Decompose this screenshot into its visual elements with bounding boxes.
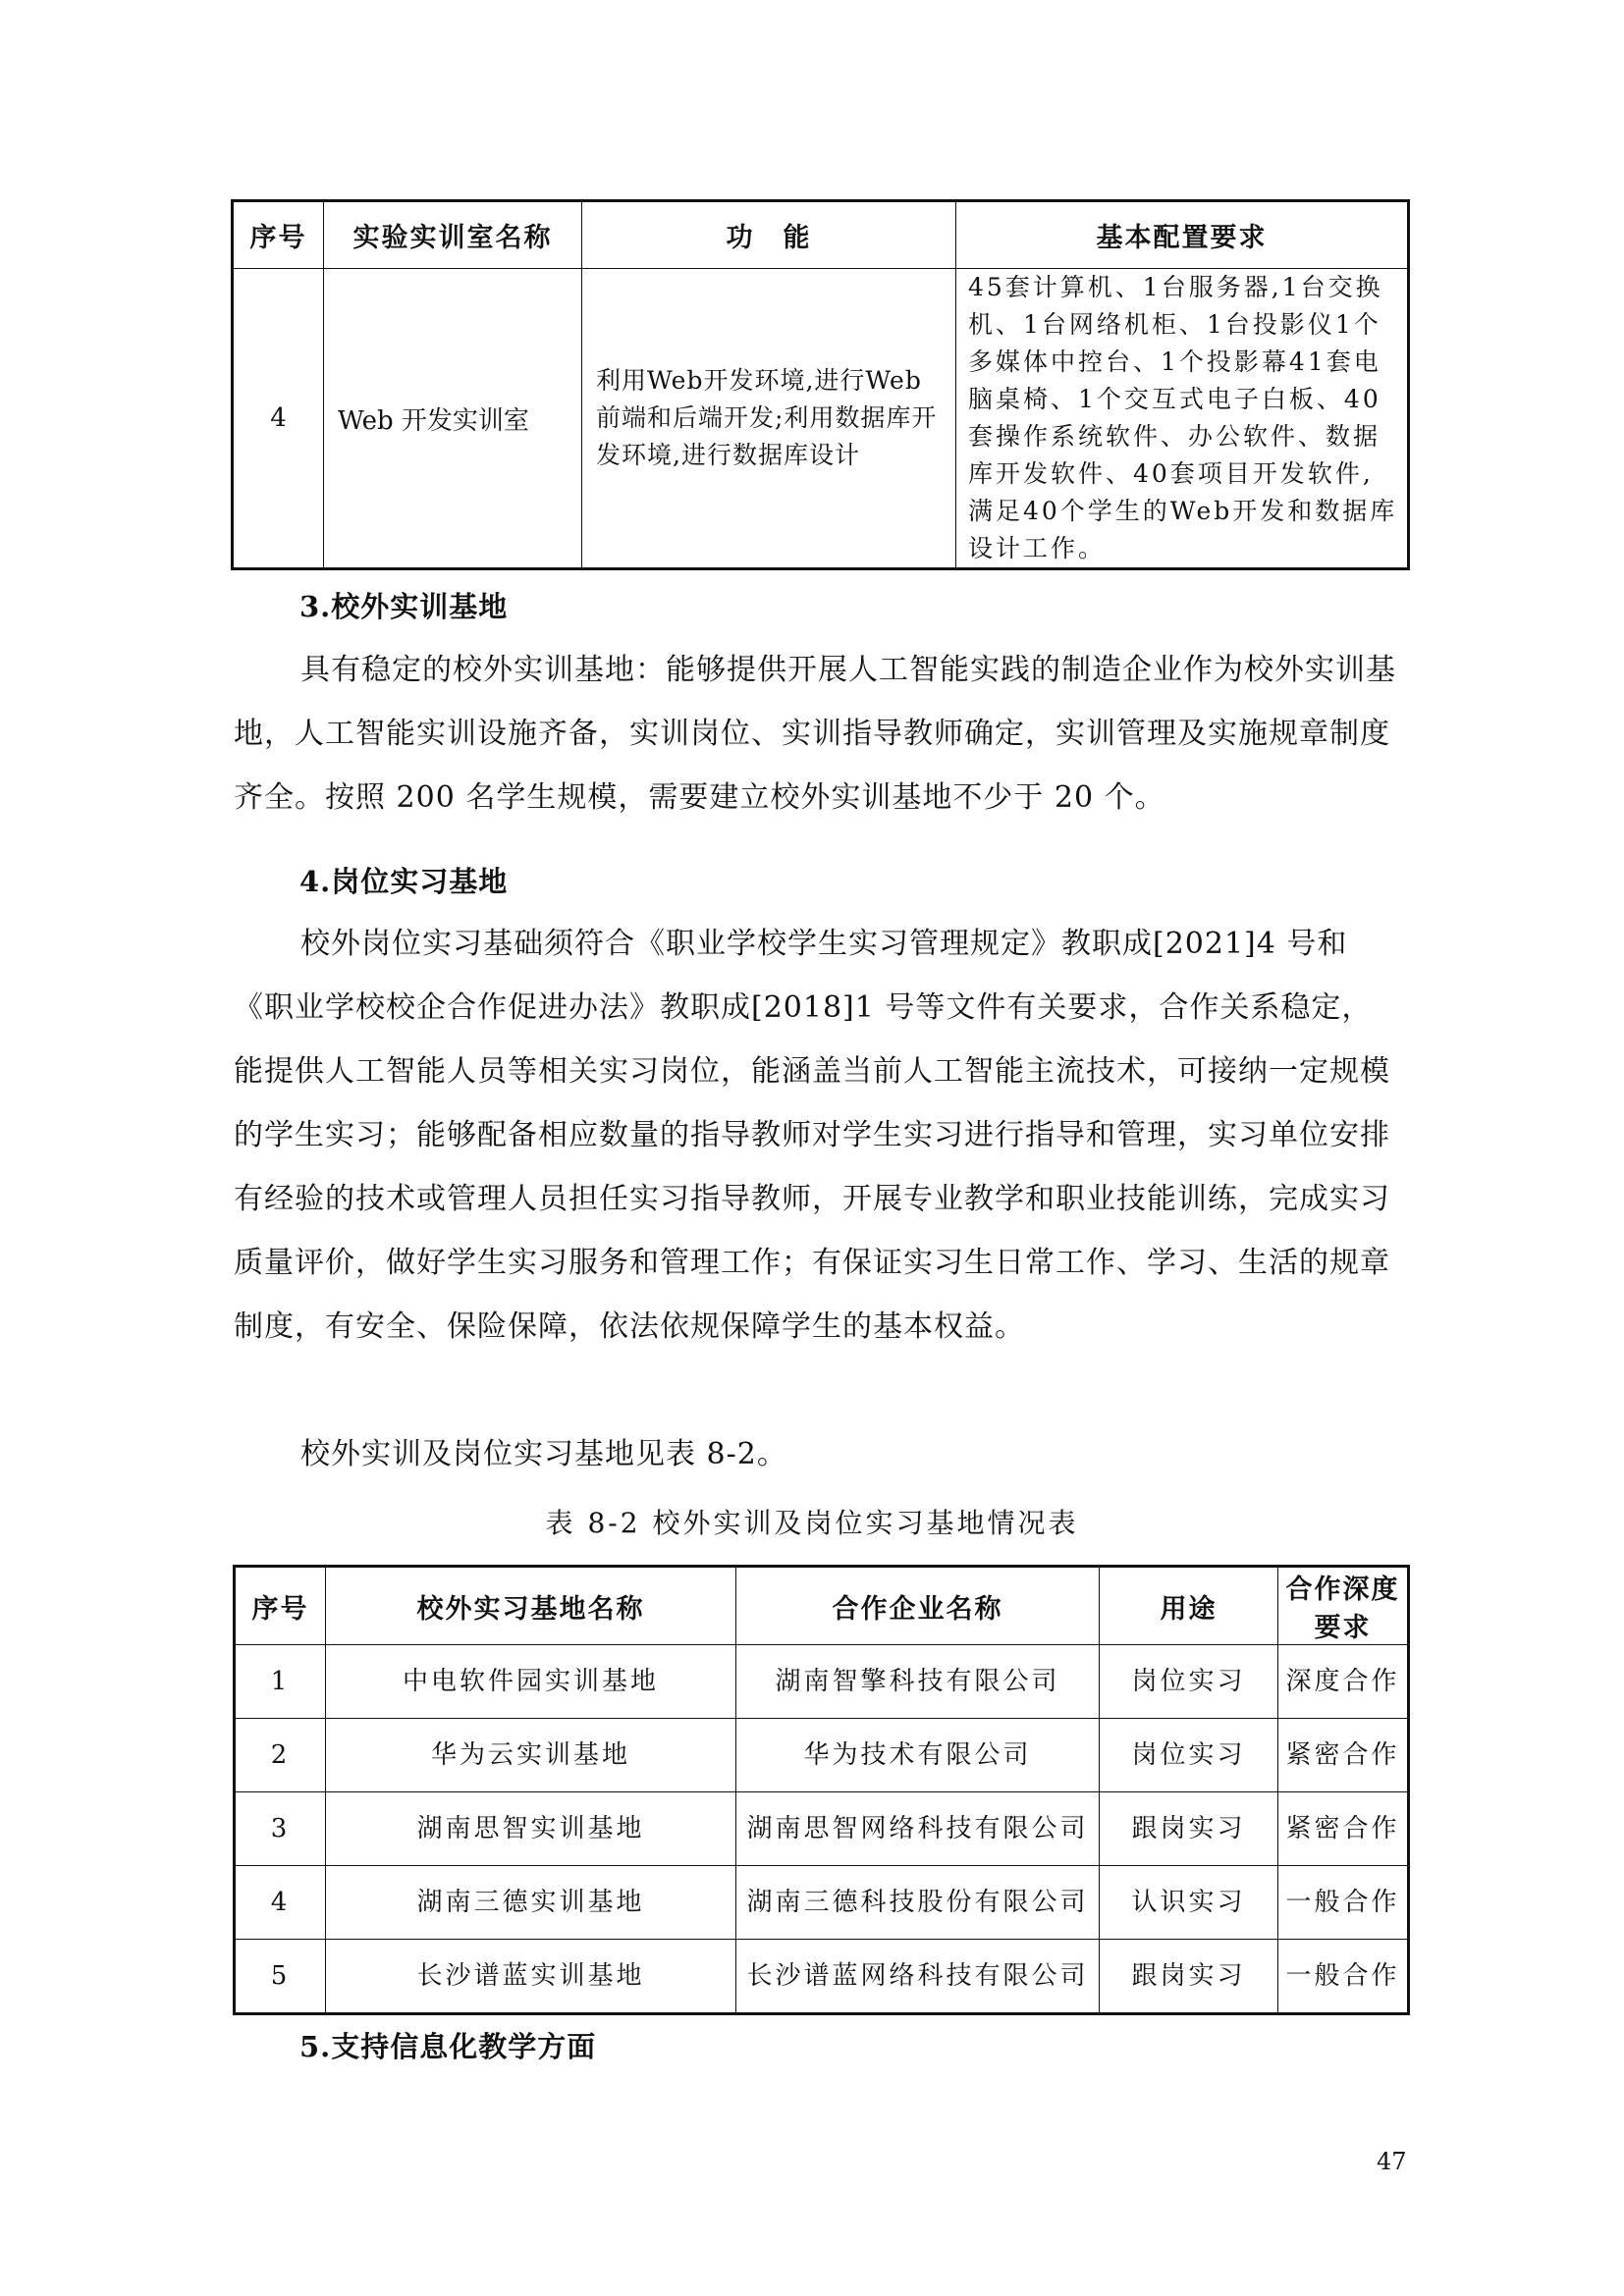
table-caption: 表 8-2 校外实训及岗位实习基地情况表 (545, 1507, 1079, 1539)
cell-use: 跟岗实习 (1100, 1792, 1278, 1866)
table-header-row (233, 201, 1409, 269)
header-cell: 合作企业名称 (736, 1567, 1100, 1645)
table-row (233, 269, 1409, 569)
paragraph-text: 校外实训及岗位实习基地见表 8-2。 (300, 1437, 787, 1471)
cell-config: 45套计算机、1台服务器,1台交换机、1台网络机柜、1台投影仪1个多媒体中控台、1个投影幕41套电脑桌椅、1个交互式电子白板、40套操作系统软件、办公软件、数据库开发软件、40套项目开发软件,满足40个学生的Web开发和数据库设计工作。 (956, 269, 1409, 569)
base-table (233, 1565, 1410, 2015)
header-cell: 序号 (235, 1567, 326, 1645)
header-cell: 校外实习基地名称 (326, 1567, 736, 1645)
section-heading: 5.支持信息化教学方面 (299, 2030, 597, 2063)
cell-function: 利用Web开发环境,进行Web前端和后端开发;利用数据库开发环境,进行数据库设计 (582, 269, 956, 569)
cell-depth: 一般合作 (1278, 1940, 1409, 2014)
page-number: 47 (1377, 2148, 1407, 2175)
header-cell: 用途 (1100, 1567, 1278, 1645)
cell-company: 长沙谱蓝网络科技有限公司 (736, 1940, 1100, 2014)
table-row (235, 1719, 1409, 1792)
header-cell: 基本配置要求 (956, 201, 1409, 269)
cell-depth: 紧密合作 (1278, 1719, 1409, 1792)
table-row (235, 1645, 1409, 1719)
cell-base: 中电软件园实训基地 (326, 1645, 736, 1719)
header-cell: 合作深度要求 (1278, 1567, 1409, 1645)
table-header-row (235, 1567, 1409, 1645)
table-row (235, 1940, 1409, 2014)
paragraph (234, 638, 1402, 829)
cell-base: 华为云实训基地 (326, 1719, 736, 1792)
header-cell: 实验实训室名称 (324, 201, 582, 269)
cell-company: 华为技术有限公司 (736, 1719, 1100, 1792)
cell-company: 湖南三德科技股份有限公司 (736, 1866, 1100, 1940)
cell-no: 3 (235, 1792, 326, 1866)
cell-use: 跟岗实习 (1100, 1940, 1278, 2014)
table-row (235, 1866, 1409, 1940)
cell-base: 长沙谱蓝实训基地 (326, 1940, 736, 2014)
cell-base: 湖南思智实训基地 (326, 1792, 736, 1866)
cell-company: 湖南思智网络科技有限公司 (736, 1792, 1100, 1866)
cell-no: 1 (235, 1645, 326, 1719)
paragraph (234, 1422, 1402, 1486)
cell-depth: 一般合作 (1278, 1866, 1409, 1940)
header-cell: 序号 (233, 201, 324, 269)
cell-use: 认识实习 (1100, 1866, 1278, 1940)
cell-company: 湖南智擎科技有限公司 (736, 1645, 1100, 1719)
cell-no: 4 (235, 1866, 326, 1940)
cell-use: 岗位实习 (1100, 1719, 1278, 1792)
cell-use: 岗位实习 (1100, 1645, 1278, 1719)
section-heading: 4.岗位实习基地 (299, 865, 509, 898)
lab-table (231, 199, 1410, 570)
cell-lab-name: Web 开发实训室 (324, 269, 582, 569)
paragraph-text: 具有稳定的校外实训基地：能够提供开展人工智能实践的制造企业作为校外实训基地，人工智能实训设施齐备，实训岗位、实训指导教师确定，实训管理及实施规章制度齐全。按照 200 名学生规模，需要建立校外实训基地不少于 20 个。 (234, 653, 1396, 815)
table-row (235, 1792, 1409, 1866)
cell-no: 5 (235, 1940, 326, 2014)
paragraph-text: 校外岗位实习基础须符合《职业学校学生实习管理规定》教职成[2021]4 号和《职业学校校企合作促进办法》教职成[2018]1 号等文件有关要求，合作关系稳定，能提供人工智能人员等相关实习岗位，能涵盖当前人工智能主流技术，可接纳一定规模的学生实习；能够配备相应数量的指导教师对学生实习进行指导和管理，实习单位安排有经验的技术或管理人员担任实习指导教师，开展专业教学和职业技能训练，完成实习质量评价，做好学生实习服务和管理工作；有保证实习生日常工作、学习、生活的规章制度，有安全、保险保障，依法依规保障学生的基本权益。 (234, 927, 1390, 1344)
cell-depth: 紧密合作 (1278, 1792, 1409, 1866)
section-heading: 3.校外实训基地 (299, 590, 509, 623)
paragraph (234, 912, 1402, 1359)
cell-no: 4 (233, 269, 324, 569)
cell-no: 2 (235, 1719, 326, 1792)
cell-base: 湖南三德实训基地 (326, 1866, 736, 1940)
cell-depth: 深度合作 (1278, 1645, 1409, 1719)
header-cell: 功 能 (582, 201, 956, 269)
